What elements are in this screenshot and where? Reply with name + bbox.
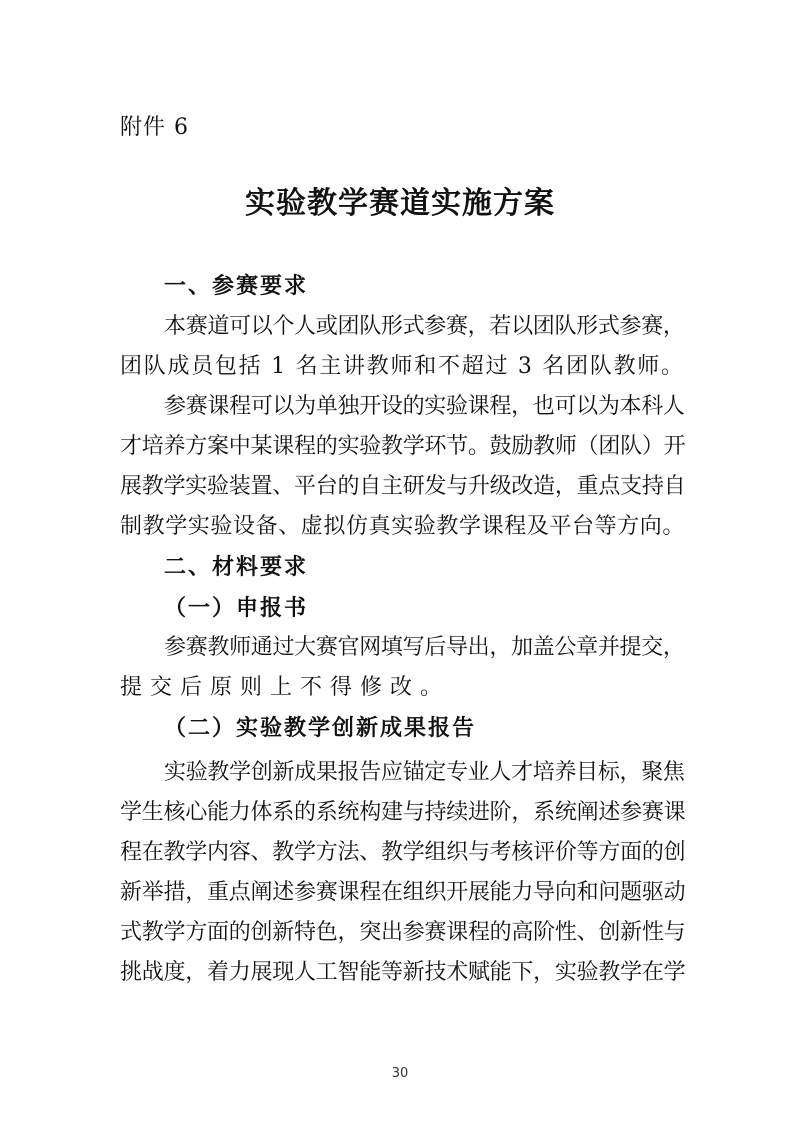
paragraph-line: 挑战度，着力展现人工智能等新技术赋能下，实验教学在学	[120, 960, 686, 985]
paragraph-line: 展教学实验装置、平台的自主研发与升级改造，重点支持自	[120, 474, 686, 499]
page-title: 实验教学赛道实施方案	[245, 186, 555, 221]
paragraph-line: 实验教学创新成果报告应锚定专业人才培养目标，聚焦	[164, 760, 685, 785]
paragraph-line: 参赛课程可以为单独开设的实验课程，也可以为本科人	[164, 394, 685, 419]
paragraph-line: 提交后原则上不得修改。	[120, 675, 451, 700]
paragraph-line: 团队成员包括 1 名主讲教师和不超过 3 名团队教师。	[120, 354, 685, 379]
section-heading-materials: 二、材料要求	[164, 555, 309, 580]
subsection-heading-report: （二）实验教学创新成果报告	[164, 715, 477, 741]
paragraph-line: 参赛教师通过大赛官网填写后导出，加盖公章并提交，	[164, 635, 685, 660]
paragraph-line: 学生核心能力体系的系统构建与持续进阶，系统阐述参赛课	[120, 800, 686, 825]
paragraph-line: 新举措，重点阐述参赛课程在组织开展能力导向和问题驱动	[120, 880, 686, 905]
attachment-label: 附件 6	[120, 115, 189, 140]
paragraph-line: 式教学方面的创新特色，突出参赛课程的高阶性、创新性与	[120, 920, 686, 945]
paragraph-line: 程在教学内容、教学方法、教学组织与考核评价等方面的创	[120, 840, 686, 865]
paragraph-line: 本赛道可以个人或团队形式参赛，若以团队形式参赛，	[164, 314, 685, 339]
section-heading-requirements: 一、参赛要求	[164, 274, 309, 299]
paragraph-line: 制教学实验设备、虚拟仿真实验教学课程及平台等方向。	[120, 514, 686, 539]
paragraph-line: 才培养方案中某课程的实验教学环节。鼓励教师（团队）开	[120, 434, 686, 459]
subsection-heading-application: （一）申报书	[164, 595, 309, 621]
page-number: 30	[391, 1066, 409, 1081]
